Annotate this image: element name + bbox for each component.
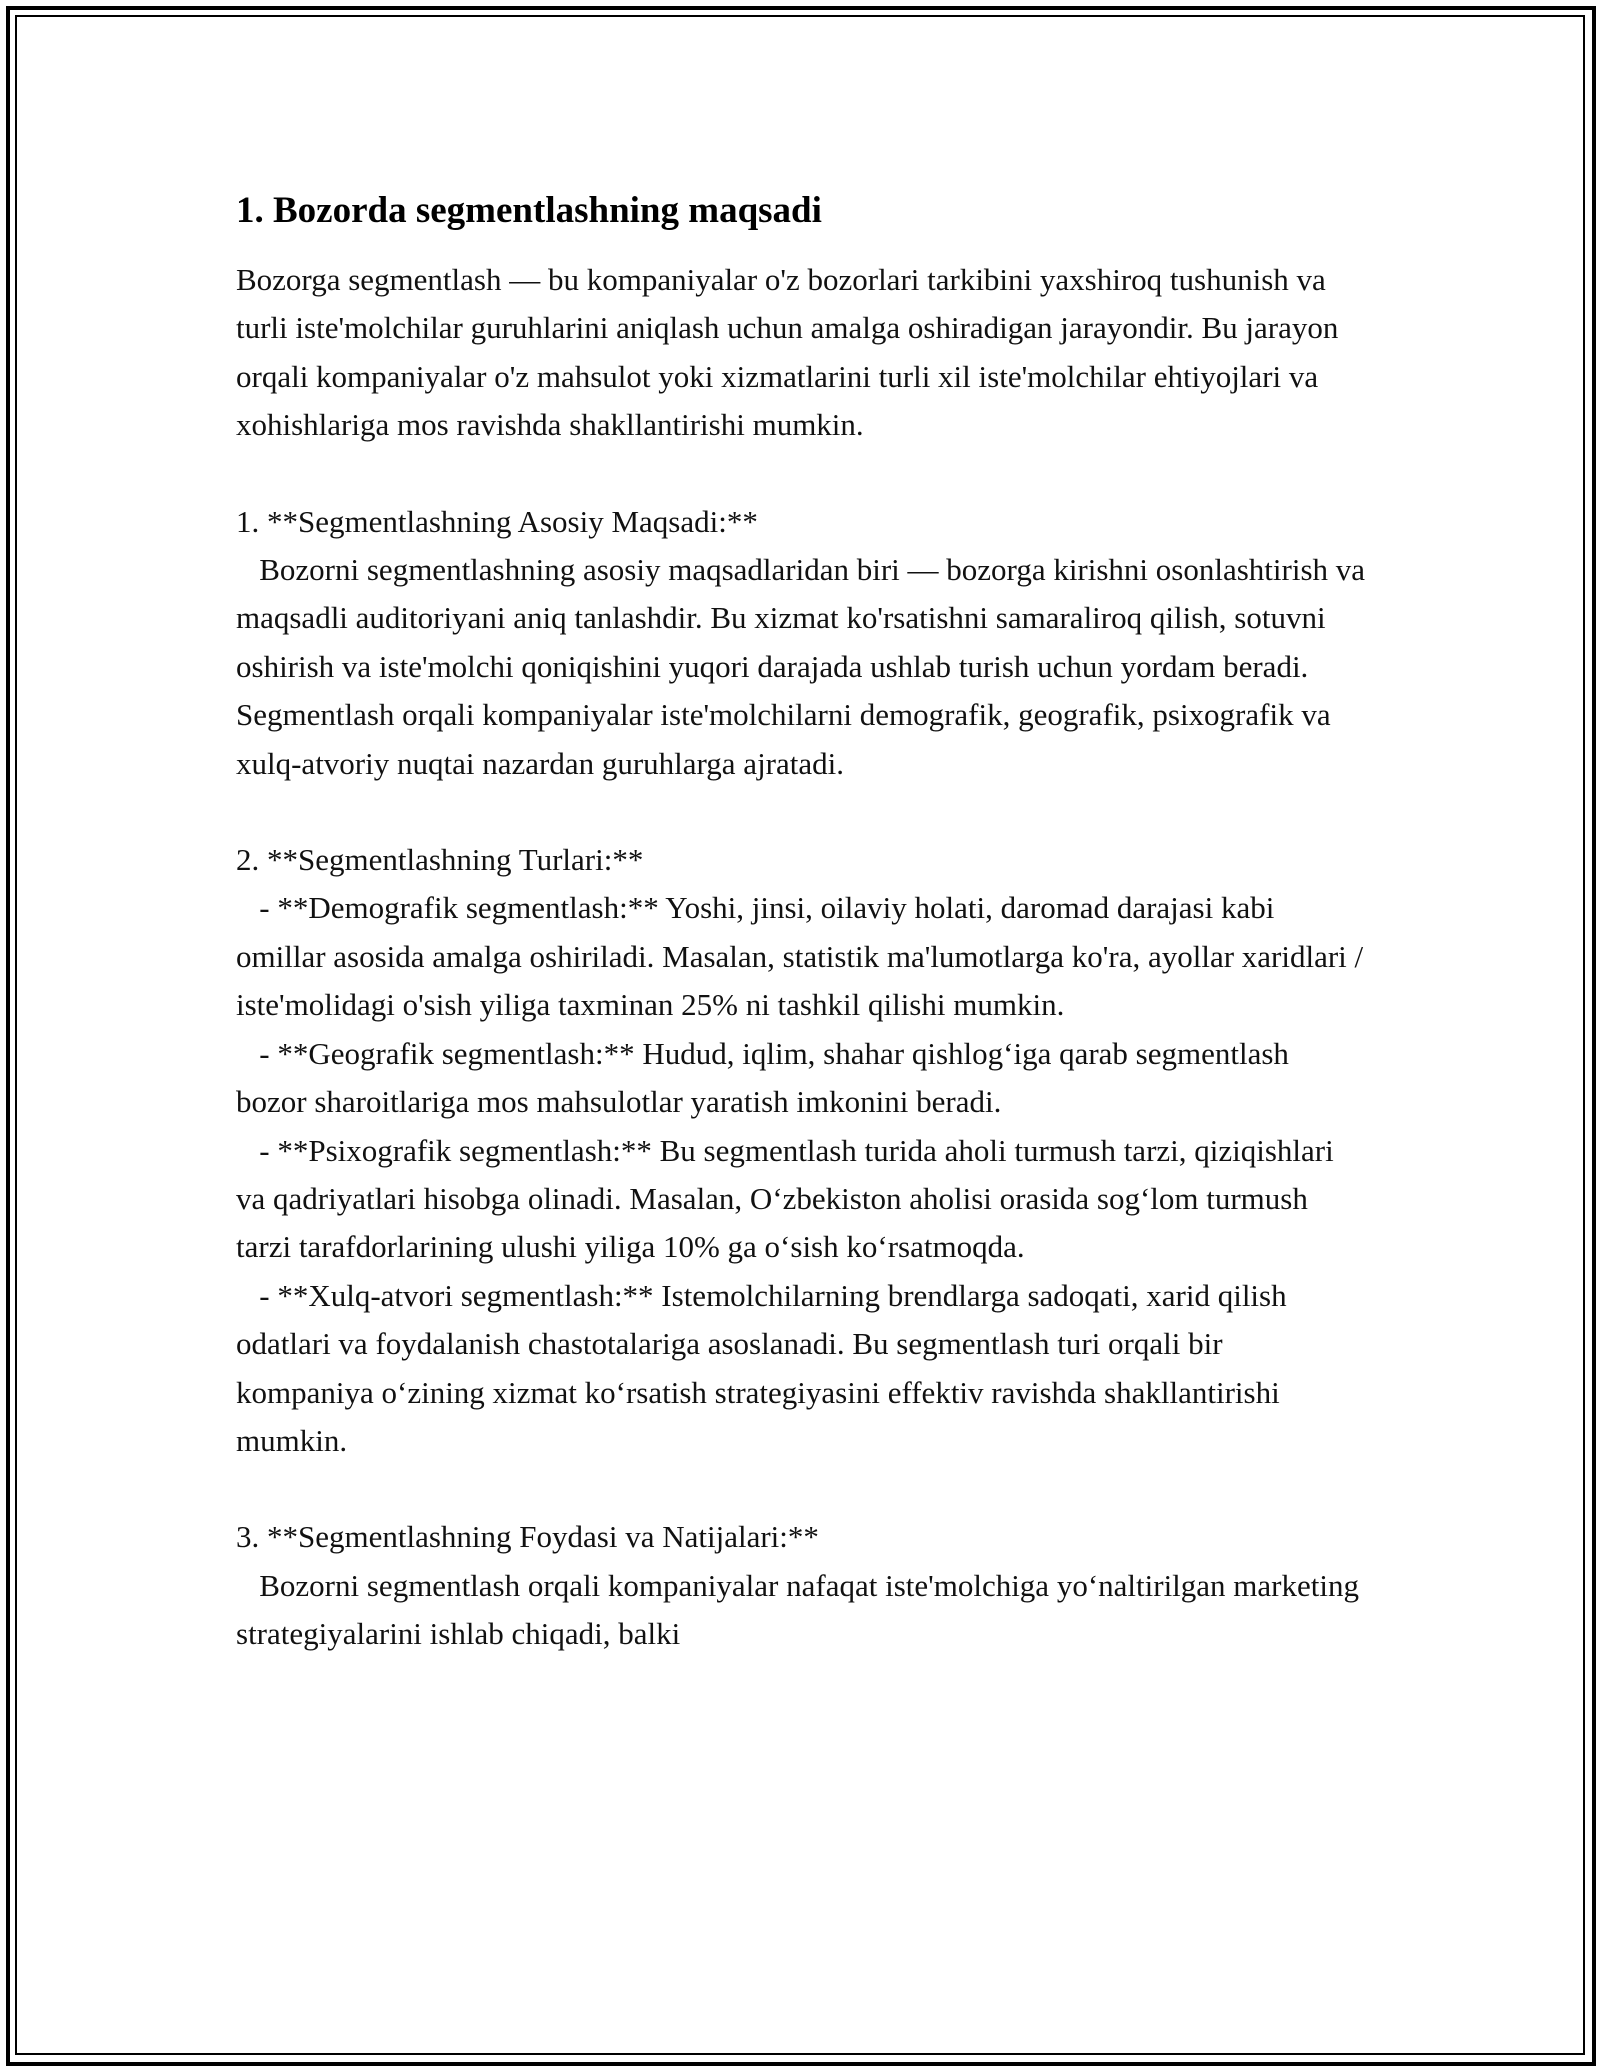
paragraph-gap: [236, 788, 1366, 836]
list-item-psixografik: - **Psixografik segmentlash:** Bu segmentlash turida aholi turmush tarzi, qiziqishlari va qadriyatlari hisobga olinadi. Masalan, O‘zbekiston aholisi orasida sog‘lom turmush tarzi tarafdorlarining ulushi yiliga 10% ga o‘sish ko‘rsatmoqda.: [236, 1132, 1342, 1265]
list-item-xulq-atvori: - **Xulq-atvori segmentlash:** Istemolchilarning brendlarga sadoqati, xarid qilish odatlari va foydalanish chastotalariga asoslanadi. Bu segmentlash turi orqali bir kompaniya o‘zining xizmat ko‘rsatish strategiyasini effektiv ravishda shakllantirishi mumkin.: [236, 1277, 1295, 1458]
section-1-body: Bozorni segmentlashning asosiy maqsadlaridan biri — bozorga kirishni osonlashtirish va maqsadli auditoriyani aniq tanlashdir. Bu xizmat ko'rsatishni samaraliroq qilish, sotuvni oshirish va iste'molchi qoniqishini yuqori darajada ushlab turish uchun yordam beradi. Segmentlash orqali kompaniyalar iste'molchilarni demografik, geografik, psixografik va xulq-atvoriy nuqtai nazardan guruhlarga ajratadi.: [236, 552, 1373, 781]
paragraph-gap: [236, 1465, 1366, 1513]
document-body: [236, 186, 1373, 1659]
section-2-heading: 2. **Segmentlashning Turlari:**: [236, 842, 644, 878]
section-3-heading: 3. **Segmentlashning Foydasi va Natijalari:**: [236, 1519, 819, 1555]
section-3-body: Bozorni segmentlash orqali kompaniyalar nafaqat iste'molchiga yo‘naltirilgan marketing strategiyalarini ishlab chiqadi, balki: [236, 1567, 1367, 1652]
list-item-demografik: - **Demografik segmentlash:** Yoshi, jinsi, oilaviy holati, daromad darajasi kabi omillar asosida amalga oshiriladi. Masalan, statistik ma'lumotlarga ko'ra, ayollar xaridlari / iste'molidagi o'sish yiliga taxminan 25% ni tashkil qilishi mumkin.: [236, 890, 1371, 1023]
document-title: 1. Bozorda segmentlashning maqsadi: [236, 190, 822, 231]
intro-paragraph: Bozorga segmentlash — bu kompaniyalar o'z bozorlari tarkibini yaxshiroq tushunish va turli iste'molchilar guruhlarini aniqlash uchun amalga oshiradigan jarayondir. Bu jarayon orqali kompaniyalar o'z mahsulot yoki xizmatlarini turli xil iste'molchilar ehtiyojlari va xohishlariga mos ravishda shakllantirishi mumkin.: [236, 262, 1347, 443]
paragraph-gap: [236, 450, 1366, 498]
list-item-geografik: - **Geografik segmentlash:** Hudud, iqlim, shahar qishlog‘iga qarab segmentlash bozor sharoitlariga mos mahsulotlar yaratish imkonini beradi.: [236, 1035, 1297, 1120]
section-1-heading: 1. **Segmentlashning Asosiy Maqsadi:**: [236, 503, 758, 539]
